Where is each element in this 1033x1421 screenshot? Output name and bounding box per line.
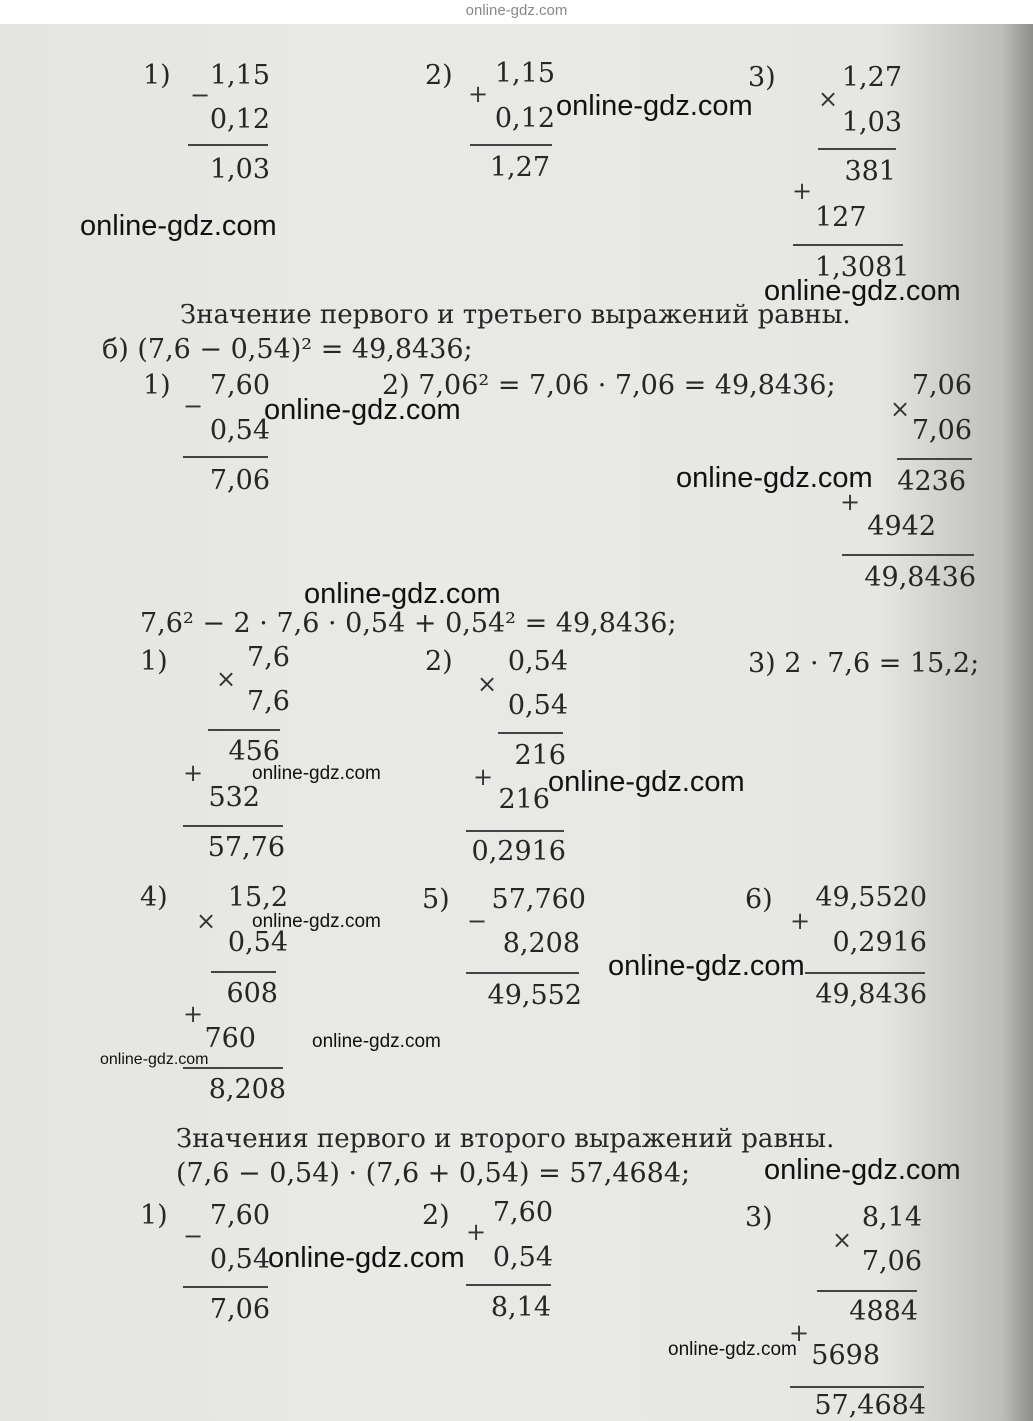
partial-product: 5698	[811, 1340, 880, 1371]
times-sign: ×	[832, 1226, 853, 1254]
watermark: online-gdz.com	[304, 578, 501, 610]
partial-product: 4236	[897, 466, 966, 497]
operand: 7,60	[209, 1200, 270, 1231]
plus-sign: +	[840, 488, 861, 516]
sum-line	[790, 1386, 924, 1388]
result: 49,8436	[864, 562, 976, 593]
minus-sign: −	[190, 81, 211, 109]
operand: 7,06	[911, 370, 972, 401]
partial-product: 532	[208, 782, 260, 813]
operand: 7,60	[209, 370, 270, 401]
sum-line	[805, 972, 925, 974]
plus-sign: +	[466, 1218, 487, 1246]
item-number: 1)	[143, 60, 171, 91]
operand: 0,12	[209, 104, 270, 135]
plus-sign: +	[790, 907, 811, 935]
site-header-watermark: online-gdz.com	[465, 2, 568, 19]
watermark: online-gdz.com	[252, 763, 381, 784]
partial-product: 608	[226, 978, 278, 1009]
watermark: online-gdz.com	[608, 950, 805, 982]
watermark: online-gdz.com	[252, 911, 381, 932]
operand: 0,54	[227, 927, 288, 958]
result: 1,03	[209, 154, 270, 185]
operand: 0,54	[492, 1242, 553, 1273]
watermark: online-gdz.com	[668, 1339, 797, 1360]
operand: 1,27	[841, 62, 902, 93]
plus-sign: +	[468, 80, 489, 108]
partial-product: 216	[498, 784, 550, 815]
operand: 0,54	[209, 415, 270, 446]
watermark: online-gdz.com	[556, 90, 753, 122]
plus-sign: +	[183, 759, 204, 787]
result: 8,14	[490, 1292, 551, 1323]
result: 57,4684	[814, 1390, 926, 1421]
item-number: 4)	[140, 882, 168, 913]
expression: (7,6 − 0,54) · (7,6 + 0,54) = 57,4684;	[176, 1158, 691, 1189]
times-sign: ×	[196, 907, 217, 935]
sum-line	[470, 144, 552, 146]
operand: 0,54	[507, 690, 568, 721]
operand: 8,208	[502, 928, 580, 959]
operand: 57,760	[491, 884, 586, 915]
partial-product: 4884	[849, 1296, 918, 1327]
times-sign: ×	[216, 665, 237, 693]
times-sign: ×	[818, 85, 839, 113]
watermark: online-gdz.com	[264, 394, 461, 426]
sum-line	[188, 144, 268, 146]
item-number: 1)	[143, 370, 171, 401]
operand: 1,15	[494, 58, 555, 89]
watermark: online-gdz.com	[268, 1242, 465, 1274]
partial-product: 216	[514, 740, 566, 771]
operand: 7,06	[911, 415, 972, 446]
result: 1,27	[489, 152, 550, 183]
product-line	[498, 732, 563, 734]
operand: 0,2916	[832, 927, 927, 958]
sum-line	[183, 456, 268, 458]
operand: 49,5520	[815, 882, 927, 913]
watermark: online-gdz.com	[80, 210, 277, 242]
plus-sign: +	[789, 1319, 810, 1347]
item-number: 5)	[422, 884, 450, 915]
partial-product: 381	[844, 156, 896, 187]
item-number: 3)	[745, 1202, 773, 1233]
sum-line	[183, 1286, 268, 1288]
product-line	[897, 458, 972, 460]
textbook-page	[0, 24, 1033, 1421]
sum-line	[466, 830, 564, 832]
watermark: online-gdz.com	[676, 462, 873, 494]
item-number: 2)	[425, 646, 453, 677]
result: 0,2916	[471, 836, 566, 867]
sum-line	[842, 554, 974, 556]
sum-line	[466, 1284, 551, 1286]
result: 57,76	[207, 832, 285, 863]
item-number: 2)	[422, 1200, 450, 1231]
result: 49,552	[487, 980, 582, 1011]
operand: 0,54	[209, 1244, 270, 1275]
product-line	[818, 148, 896, 150]
times-sign: ×	[477, 670, 498, 698]
watermark: online-gdz.com	[764, 275, 961, 307]
times-sign: ×	[890, 395, 911, 423]
sum-line	[793, 244, 903, 246]
item-number: 1)	[140, 646, 168, 677]
partial-product: 760	[204, 1023, 256, 1054]
item-number: 1)	[140, 1200, 168, 1231]
operand: 7,6	[247, 686, 290, 717]
partial-product: 127	[815, 202, 867, 233]
operand: 8,14	[861, 1202, 922, 1233]
product-line	[208, 729, 280, 731]
result: 49,8436	[815, 979, 927, 1010]
product-line	[817, 1290, 917, 1292]
operand: 7,06	[861, 1246, 922, 1277]
sum-line	[466, 972, 579, 974]
plus-sign: +	[473, 763, 494, 791]
result: 7,06	[209, 465, 270, 496]
watermark: online-gdz.com	[100, 1051, 209, 1068]
minus-sign: −	[183, 392, 204, 420]
operand: 7,60	[492, 1197, 553, 1228]
watermark: online-gdz.com	[764, 1154, 961, 1186]
minus-sign: −	[183, 1222, 204, 1250]
result: 8,208	[208, 1074, 286, 1105]
conclusion-text: Значения первого и второго выражений равны.	[176, 1124, 835, 1154]
operand: 1,03	[841, 107, 902, 138]
result: 7,06	[209, 1294, 270, 1325]
item-number: 6)	[745, 884, 773, 915]
operand: 1,15	[209, 60, 270, 91]
operand: 7,6	[247, 642, 290, 673]
operand: 0,54	[507, 646, 568, 677]
result: 1,3081	[815, 252, 910, 283]
plus-sign: +	[792, 177, 813, 205]
equation-text: 2) 7,06² = 7,06 · 7,06 = 49,8436;	[382, 370, 836, 401]
item-number: 2)	[425, 60, 453, 91]
expression: 7,6² − 2 · 7,6 · 0,54 + 0,54² = 49,8436;	[140, 608, 677, 639]
product-line	[211, 971, 276, 973]
expression: б) (7,6 − 0,54)² = 49,8436;	[102, 334, 473, 365]
operand: 0,12	[494, 103, 555, 134]
equation-text: 3) 2 · 7,6 = 15,2;	[748, 648, 980, 679]
watermark: online-gdz.com	[312, 1031, 441, 1052]
conclusion-text: Значение первого и третьего выражений равны.	[180, 300, 851, 330]
operand: 15,2	[227, 882, 288, 913]
sum-line	[183, 825, 283, 827]
partial-product: 4942	[867, 511, 936, 542]
partial-product: 456	[228, 736, 280, 767]
watermark: online-gdz.com	[548, 766, 745, 798]
plus-sign: +	[183, 1000, 204, 1028]
item-number: 3)	[748, 62, 776, 93]
minus-sign: −	[467, 907, 488, 935]
